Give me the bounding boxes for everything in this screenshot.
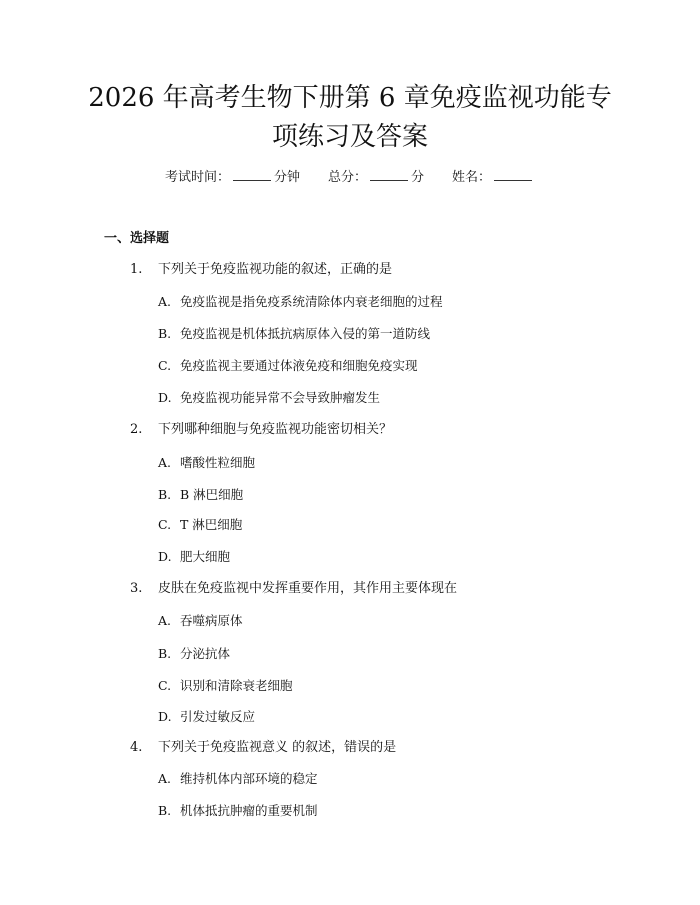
question-1	[130, 260, 392, 280]
option-letter: C.	[158, 678, 172, 693]
question-text: 下列关于免疫监视意义 的叙述，错误的是	[158, 740, 397, 755]
option-letter: B.	[158, 646, 172, 661]
question-3	[130, 579, 457, 599]
option-text: 肥大细胞	[180, 549, 231, 564]
option-text: B 淋巴细胞	[180, 487, 244, 502]
name-label: 姓名：	[452, 170, 492, 185]
option-letter: A.	[158, 455, 172, 470]
question-2	[130, 420, 392, 440]
option-3d[interactable]	[158, 707, 255, 727]
question-number: 2.	[130, 422, 143, 437]
option-1a[interactable]	[158, 292, 443, 312]
document-title-line-2: 项练习及答案	[271, 122, 428, 152]
option-letter: B.	[158, 326, 172, 341]
question-4	[130, 738, 396, 758]
option-letter: C.	[158, 358, 172, 373]
option-text: 免疫监视是指免疫系统清除体内衰老细胞的过程	[180, 294, 443, 309]
score-label: 总分：	[327, 170, 367, 185]
option-text: 免疫监视是机体抵抗病原体入侵的第一道防线	[180, 326, 431, 341]
option-text: 免疫监视主要通过体液免疫和细胞免疫实现	[180, 358, 418, 373]
document-title-line-1: 2026 年高考生物下册第 6 章免疫监视功能专	[88, 83, 612, 113]
option-text: 免疫监视功能异常不会导致肿瘤发生	[180, 390, 381, 405]
option-text: 引发过敏反应	[180, 709, 256, 724]
option-letter: B.	[158, 803, 172, 818]
option-text: 吞噬病原体	[180, 613, 243, 628]
option-letter: C.	[158, 517, 172, 532]
question-number: 1.	[130, 262, 143, 277]
option-1c[interactable]	[158, 356, 418, 376]
exam-info-line	[0, 168, 700, 188]
question-number: 3.	[130, 581, 143, 596]
option-4b[interactable]	[158, 801, 318, 821]
option-letter: D.	[158, 549, 172, 564]
option-2d[interactable]	[158, 547, 230, 567]
option-letter: D.	[158, 390, 172, 405]
option-2a[interactable]	[158, 453, 255, 473]
option-text: 嗜酸性粒细胞	[180, 455, 256, 470]
option-3c[interactable]	[158, 676, 293, 696]
option-text: T 淋巴细胞	[180, 517, 243, 532]
option-3a[interactable]	[158, 611, 243, 631]
option-letter: B.	[158, 487, 172, 502]
option-text: 维持机体内部环境的稳定	[180, 771, 318, 786]
option-2c[interactable]	[158, 515, 242, 535]
question-text: 皮肤在免疫监视中发挥重要作用，其作用主要体现在	[158, 581, 458, 596]
option-text: 识别和清除衰老细胞	[180, 678, 293, 693]
option-text: 分泌抗体	[180, 646, 231, 661]
time-label: 考试时间：	[164, 170, 230, 185]
option-1d[interactable]	[158, 388, 380, 408]
option-3b[interactable]	[158, 644, 230, 664]
option-letter: D.	[158, 709, 172, 724]
question-text: 下列关于免疫监视功能的叙述，正确的是	[158, 262, 393, 277]
section-heading: 一、选择题	[104, 231, 170, 246]
question-number: 4.	[130, 740, 143, 755]
name-blank[interactable]	[494, 168, 532, 181]
time-blank[interactable]	[233, 168, 271, 181]
time-unit: 分钟	[273, 170, 300, 185]
option-4a[interactable]	[158, 769, 318, 789]
option-letter: A.	[158, 613, 172, 628]
option-letter: A.	[158, 294, 172, 309]
score-unit: 分	[411, 170, 425, 185]
question-text: 下列哪种细胞与免疫监视功能密切相关？	[158, 422, 393, 437]
option-letter: A.	[158, 771, 172, 786]
score-blank[interactable]	[370, 168, 408, 181]
option-text: 机体抵抗肿瘤的重要机制	[180, 803, 318, 818]
option-1b[interactable]	[158, 324, 430, 344]
option-2b[interactable]	[158, 485, 243, 505]
